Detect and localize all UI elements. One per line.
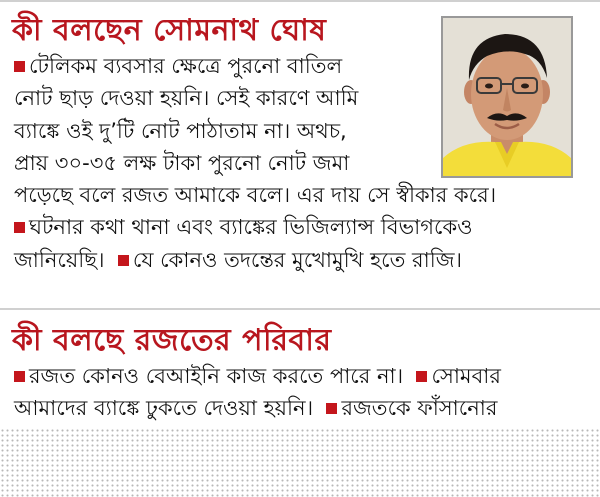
text-line: জানিয়েছি। যে কোনও তদন্তের মুখোমুখি হতে রাজি।	[14, 247, 462, 272]
bullet-square-icon	[14, 371, 25, 382]
bullet-square-icon	[14, 61, 25, 72]
text-line: নোট ছাড় দেওয়া হয়নি। সেই কারণে আমি	[14, 86, 359, 111]
section-heading: কী বলছেন সোমনাথ ঘোষ	[12, 13, 327, 48]
bullet-square-icon	[118, 255, 129, 266]
bullet-square-icon	[416, 371, 427, 382]
text-line: ব্যাঙ্কে ওই দু’টি নোট পাঠাতাম না। অথচ,	[14, 118, 347, 143]
text-line: রজত কোনও বেআইনি কাজ করতে পারে না। সোমবার	[14, 360, 589, 392]
portrait-photo	[441, 16, 573, 178]
text-line: আমাদের ব্যাঙ্কে ঢুকতে দেওয়া হয়নি। রজতকে ফাঁসানোর	[14, 396, 498, 421]
halftone-texture	[0, 428, 600, 497]
text-line: ঘটনার কথা থানা এবং ব্যাঙ্কের ভিজিল্যান্স বিভাগকেও	[14, 211, 589, 243]
section-heading: কী বলছে রজতের পরিবার	[12, 323, 332, 358]
text-line: টেলিকম ব্যবসার ক্ষেত্রে পুরনো বাতিল	[14, 50, 434, 82]
text-line: পড়েছে বলে রজত আমাকে বলে। এর দায় সে স্বীকার করে।	[14, 183, 497, 207]
bullet-square-icon	[14, 222, 25, 233]
portrait-illustration	[443, 18, 571, 176]
bullet-square-icon	[326, 403, 337, 414]
statement-paragraph-narrow	[14, 50, 434, 179]
section-family	[0, 308, 600, 430]
family-paragraph	[14, 360, 589, 425]
text-line: প্রায় ৩০-৩৫ লক্ষ টাকা পুরনো নোট জমা	[14, 150, 350, 175]
statement-paragraph-wide	[14, 179, 589, 276]
